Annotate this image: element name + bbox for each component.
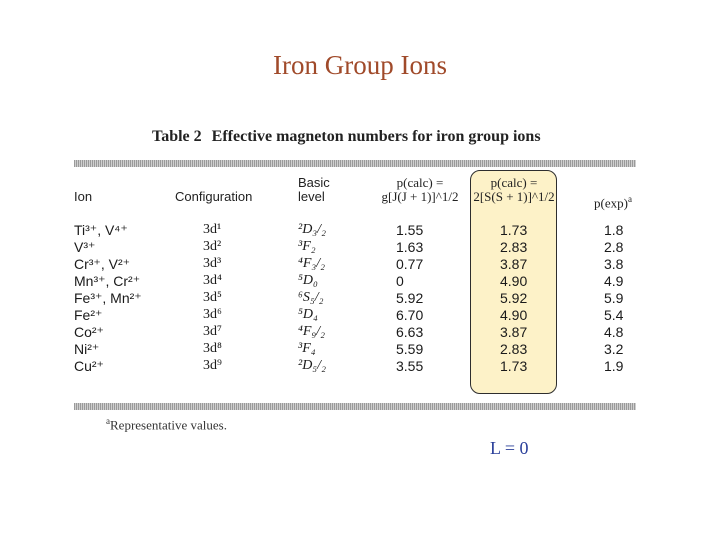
table-row [0, 290, 720, 307]
p-exp-cell: 4.8 [604, 324, 624, 340]
header-p-calc-s [472, 176, 556, 204]
configuration-cell: 3d⁹ [203, 358, 222, 373]
p-exp-cell: 3.8 [604, 256, 624, 272]
p-calc-s-cell: 2.83 [500, 239, 528, 255]
configuration-cell: 3d³ [203, 256, 222, 271]
ion-cell: Cu²⁺ [74, 358, 104, 374]
p-calc-j-cell: 6.63 [396, 324, 424, 340]
p-calc-j-cell: 3.55 [396, 358, 424, 374]
basic-level-cell: ²D₃/₂ [298, 222, 326, 237]
p-exp-cell: 5.9 [604, 290, 624, 306]
table-row [0, 341, 720, 358]
ion-cell: V³⁺ [74, 239, 96, 255]
header-ps-line2: 2[S(S + 1)]^1/2 [473, 189, 555, 204]
configuration-cell: 3d⁵ [203, 290, 222, 305]
basic-level-cell: ⁴F₉/₂ [298, 324, 326, 339]
header-ps-line1: p(calc) = [490, 175, 538, 190]
table-caption-text: Effective magneton numbers for iron group ions [211, 128, 541, 145]
p-exp-cell: 4.9 [604, 273, 624, 289]
footnote [106, 416, 227, 433]
basic-level-cell: ⁵D₀ [298, 273, 318, 288]
table-caption [152, 128, 541, 146]
table-row [0, 239, 720, 256]
table-row [0, 358, 720, 375]
header-configuration: Configuration [175, 189, 253, 204]
header-pexp-marker: a [627, 194, 632, 204]
header-ion: Ion [74, 189, 93, 204]
footnote-text: Representative values. [110, 417, 227, 433]
configuration-cell: 3d⁶ [203, 307, 222, 322]
configuration-cell: 3d² [203, 239, 222, 254]
header-pj-line2: g[J(J + 1)]^1/2 [381, 189, 459, 204]
p-calc-s-cell: 3.87 [500, 324, 528, 340]
basic-level-cell: ³F₂ [298, 239, 316, 254]
table-row [0, 324, 720, 341]
header-basic-line2: level [298, 189, 325, 204]
basic-level-cell: ⁵D₄ [298, 307, 318, 322]
configuration-cell: 3d⁴ [203, 273, 222, 288]
configuration-cell: 3d⁷ [203, 324, 222, 339]
p-calc-s-cell: 3.87 [500, 256, 528, 272]
basic-level-cell: ²D₅/₂ [298, 358, 326, 373]
basic-level-cell: ⁴F₃/₂ [298, 256, 326, 271]
table-bottom-rule [74, 403, 636, 410]
table-row [0, 222, 720, 239]
p-calc-j-cell: 0 [396, 273, 404, 289]
ion-cell: Fe³⁺, Mn²⁺ [74, 290, 142, 306]
p-exp-cell: 2.8 [604, 239, 624, 255]
table-row [0, 256, 720, 273]
p-calc-j-cell: 1.63 [396, 239, 424, 255]
header-pexp-text: p(exp) [594, 195, 628, 211]
p-calc-j-cell: 6.70 [396, 307, 424, 323]
p-calc-s-cell: 2.83 [500, 341, 528, 357]
ion-cell: Mn³⁺, Cr²⁺ [74, 273, 141, 289]
ion-cell: Ti³⁺, V⁴⁺ [74, 222, 128, 238]
p-calc-j-cell: 5.59 [396, 341, 424, 357]
configuration-cell: 3d¹ [203, 222, 222, 237]
p-exp-cell: 1.9 [604, 358, 624, 374]
p-calc-j-cell: 5.92 [396, 290, 424, 306]
header-p-calc-j [370, 176, 470, 204]
basic-level-cell: ³F₄ [298, 341, 316, 356]
header-basic-level [298, 176, 330, 204]
p-calc-s-cell: 4.90 [500, 307, 528, 323]
p-calc-s-cell: 1.73 [500, 358, 528, 374]
p-exp-cell: 3.2 [604, 341, 624, 357]
p-exp-cell: 1.8 [604, 222, 624, 238]
ion-cell: Fe²⁺ [74, 307, 103, 323]
table-top-rule [74, 160, 636, 167]
table-row [0, 273, 720, 290]
p-exp-cell: 5.4 [604, 307, 624, 323]
footnote-marker: a [106, 416, 110, 426]
p-calc-s-cell: 1.73 [500, 222, 528, 238]
table-row [0, 307, 720, 324]
p-calc-s-cell: 5.92 [500, 290, 528, 306]
header-basic-line1: Basic [298, 175, 330, 190]
basic-level-cell: ⁶S₅/₂ [298, 290, 324, 305]
l-zero-annotation: L = 0 [490, 438, 529, 458]
p-calc-j-cell: 0.77 [396, 256, 424, 272]
ion-cell: Ni²⁺ [74, 341, 100, 357]
configuration-cell: 3d⁸ [203, 341, 222, 356]
p-calc-j-cell: 1.55 [396, 222, 424, 238]
ion-cell: Co²⁺ [74, 324, 104, 340]
slide-title: Iron Group Ions [273, 50, 447, 80]
ion-cell: Cr³⁺, V²⁺ [74, 256, 130, 272]
table-caption-label: Table 2 [152, 128, 202, 145]
header-pj-line1: p(calc) = [396, 175, 444, 190]
header-p-exp [594, 192, 632, 210]
p-calc-s-cell: 4.90 [500, 273, 528, 289]
